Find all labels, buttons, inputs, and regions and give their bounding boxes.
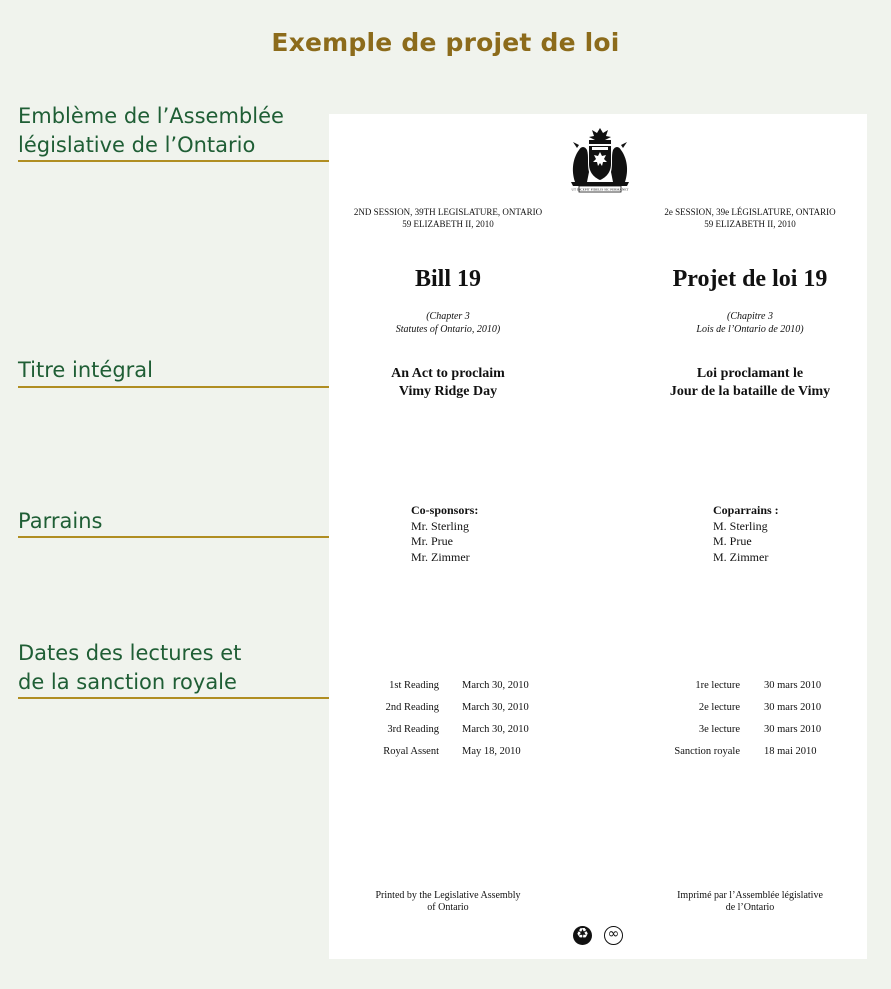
reading-row: 2nd Reading March 30, 2010	[385, 702, 529, 713]
reading-row: 1st Reading March 30, 2010	[389, 680, 529, 691]
arrow-dates	[18, 697, 360, 699]
reading-row: 2e lecture 30 mars 2010	[698, 702, 822, 713]
sponsors-en: Co-sponsors: Mr. Sterling Mr. Prue Mr. Zimmer	[411, 503, 479, 564]
recycle-icon: ♻	[573, 926, 592, 945]
full-title-fr: Loi proclamant le Jour de la bataille de Vimy	[669, 366, 831, 399]
annotation-dates: Dates des lectures et de la sanction royale	[18, 641, 242, 694]
reading-row: Royal Assent May 18, 2010	[383, 746, 521, 757]
bill-document	[329, 114, 867, 959]
infinity-icon: ∞	[604, 926, 623, 945]
chapter-en: (Chapter 3 Statutes of Ontario, 2010)	[395, 311, 501, 335]
full-title-en: An Act to proclaim Vimy Ridge Day	[391, 366, 505, 399]
reading-row: 1re lecture 30 mars 2010	[695, 680, 822, 691]
bill-number-fr: Projet de loi 19	[672, 266, 828, 292]
emblem-motto: UT INCEPIT FIDELIS SIC PERMANET	[571, 187, 629, 192]
reading-row: 3rd Reading March 30, 2010	[387, 724, 529, 735]
sponsors-fr: Coparrains : M. Sterling M. Prue M. Zimmer	[713, 503, 779, 564]
annotation-full-title: Titre intégral	[18, 358, 153, 382]
coat-of-arms-icon	[567, 124, 633, 194]
reading-row: Sanction royale 18 mai 2010	[674, 746, 817, 757]
arrow-full-title	[18, 386, 368, 388]
readings-fr	[649, 675, 821, 763]
annotation-emblem: Emblème de l’Assemblée législative de l’Ontario	[18, 104, 284, 157]
page-title: Exemple de projet de loi	[271, 28, 620, 57]
session-en: 2ND SESSION, 39TH LEGISLATURE, ONTARIO 59 ELIZABETH II, 2010	[353, 207, 543, 229]
annotation-sponsors: Parrains	[18, 509, 103, 533]
bill-number-en: Bill 19	[414, 266, 481, 292]
readings-en	[359, 675, 529, 763]
chapter-fr: (Chapitre 3 Lois de l’Ontario de 2010)	[696, 311, 804, 335]
session-fr: 2e SESSION, 39e LÉGISLATURE, ONTARIO 59 ELIZABETH II, 2010	[664, 207, 836, 229]
printed-by-fr: Imprimé par l’Assemblée législative de l’Ontario	[677, 890, 823, 913]
reading-row: 3e lecture 30 mars 2010	[698, 724, 822, 735]
printed-by-en: Printed by the Legislative Assembly of Ontario	[375, 890, 521, 913]
